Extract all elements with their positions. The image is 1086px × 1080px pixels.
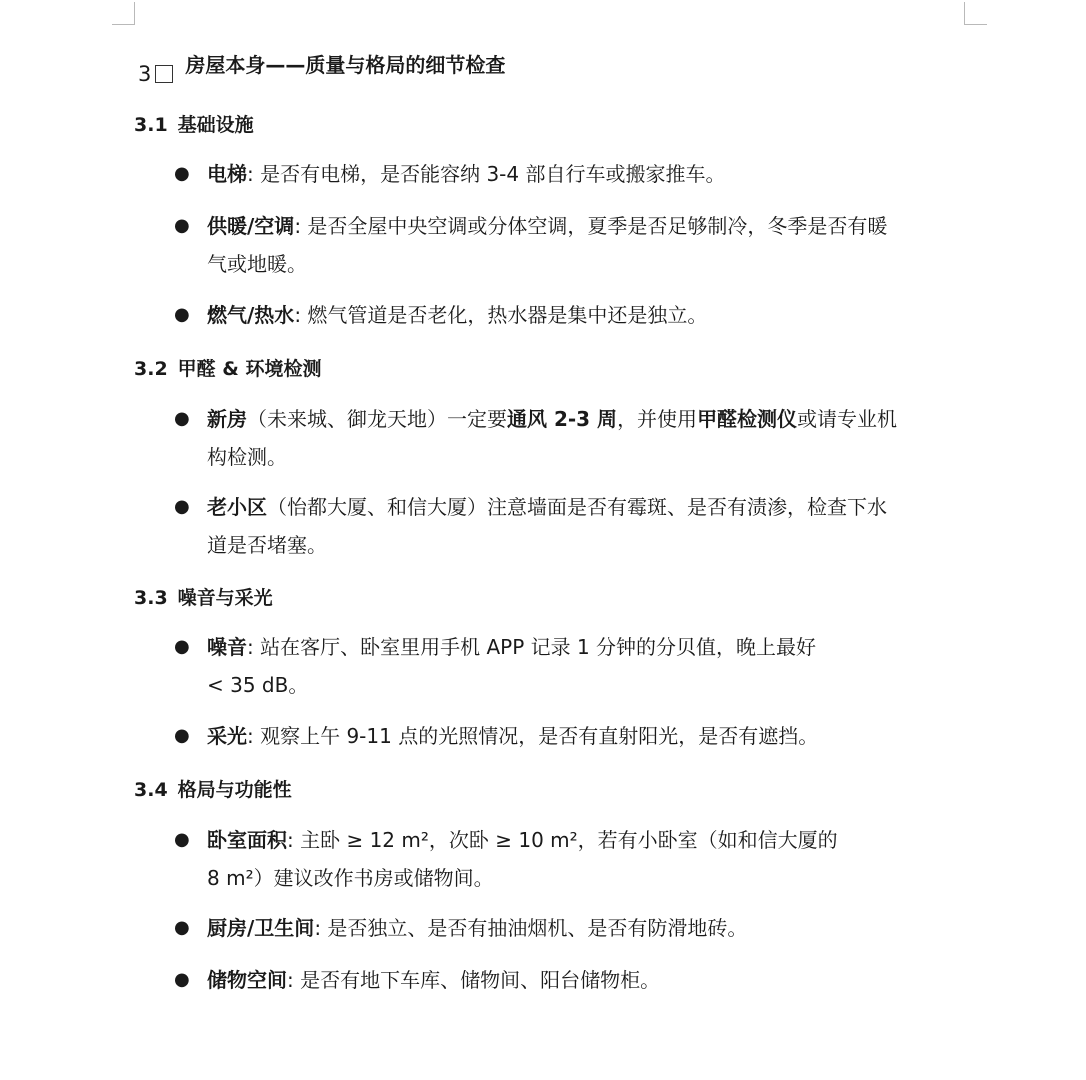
list-item-line (207, 666, 816, 704)
bullet-icon: ● (174, 496, 190, 517)
list-item-text (207, 717, 818, 755)
list-item-line (207, 909, 747, 947)
list-item-line (207, 859, 838, 897)
list-item-line (207, 821, 838, 859)
text-run: : 观察上午 9-11 点的光照情况，是否有直射阳光，是否有遮挡。 (247, 724, 819, 748)
page-corner-mark-top-right (964, 2, 987, 25)
bold-term: 噪音 (207, 635, 247, 659)
text-run: : 站在客厅、卧室里用手机 APP 记录 1 分钟的分贝值，晚上最好 (247, 635, 817, 659)
text-run: : 是否全屋中央空调或分体空调，夏季是否足够制冷，冬季是否有暖 (294, 214, 888, 238)
text-run: 或请专业机 (797, 407, 898, 431)
list-item-line (207, 438, 897, 476)
list-item-text (207, 207, 887, 283)
bullet-icon: ● (174, 969, 190, 990)
subsection-heading-3-4: 3.4 格局与功能性 (134, 779, 292, 801)
list-item-line (207, 488, 887, 526)
list-item-text (207, 909, 747, 947)
text-run: （怡都大厦、和信大厦）注意墙面是否有霉斑、是否有渍渗，检查下水 (267, 495, 887, 519)
list-item-text (207, 155, 725, 193)
text-run: （未来城、御龙天地）一定要 (247, 407, 507, 431)
text-run: 8 m²）建议改作书房或储物间。 (207, 866, 494, 890)
text-run: : 是否有电梯，是否能容纳 3-4 部自行车或搬家推车。 (247, 162, 726, 186)
bold-term: 通风 2-3 周 (507, 407, 618, 431)
bullet-icon: ● (174, 408, 190, 429)
text-run: 构检测。 (207, 445, 287, 469)
bullet-icon: ● (174, 917, 190, 938)
text-run: ，并使用 (617, 407, 698, 431)
bullet-icon: ● (174, 829, 190, 850)
bold-term: 新房 (207, 407, 247, 431)
bullet-icon: ● (174, 725, 190, 746)
text-run: : 主卧 ≥ 12 m²，次卧 ≥ 10 m²，若有小卧室（如和信大厦的 (287, 828, 838, 852)
list-item-line (207, 207, 887, 245)
bold-term: 卧室面积 (207, 828, 287, 852)
bold-term: 燃气/热水 (207, 303, 295, 327)
list-item-line (207, 296, 707, 334)
list-item-text (207, 296, 707, 334)
bold-term: 厨房/卫生间 (207, 916, 315, 940)
list-item-line (207, 717, 818, 755)
bold-term: 采光 (207, 724, 247, 748)
list-item-line (207, 961, 660, 999)
list-item-line (207, 628, 816, 666)
page-corner-mark-top-left (112, 2, 135, 25)
text-run: 气或地暖。 (207, 252, 307, 276)
list-item-line (207, 400, 897, 438)
text-run: : 是否有地下车库、储物间、阳台储物柜。 (287, 968, 661, 992)
bold-term: 老小区 (207, 495, 267, 519)
list-item-text (207, 400, 897, 476)
subsection-heading-3-2: 3.2 甲醛 & 环境检测 (134, 358, 322, 380)
text-run: : 燃气管道是否老化，热水器是集中还是独立。 (294, 303, 708, 327)
section-heading (138, 44, 505, 86)
bold-term: 电梯 (207, 162, 247, 186)
bold-term: 储物空间 (207, 968, 287, 992)
list-item-text (207, 488, 887, 564)
subsection-heading-3-1: 3.1 基础设施 (134, 114, 254, 136)
bullet-icon: ● (174, 304, 190, 325)
text-run: < 35 dB。 (207, 673, 309, 697)
heading-number: 3 (138, 62, 152, 86)
list-item-line (207, 245, 887, 283)
bullet-icon: ● (174, 163, 190, 184)
list-item-line (207, 526, 887, 564)
subsection-heading-3-3: 3.3 噪音与采光 (134, 587, 273, 609)
bullet-icon: ● (174, 215, 190, 236)
text-run: 道是否堵塞。 (207, 533, 327, 557)
bold-term: 甲醛检测仪 (697, 407, 798, 431)
heading-title: 房屋本身——质量与格局的细节检查 (185, 52, 506, 77)
list-item-line (207, 155, 725, 193)
list-item-text (207, 628, 816, 704)
bullet-icon: ● (174, 636, 190, 657)
list-item-text (207, 961, 660, 999)
checkbox-glyph (155, 65, 173, 83)
bold-term: 供暖/空调 (207, 214, 295, 238)
text-run: : 是否独立、是否有抽油烟机、是否有防滑地砖。 (314, 916, 748, 940)
list-item-text (207, 821, 838, 897)
